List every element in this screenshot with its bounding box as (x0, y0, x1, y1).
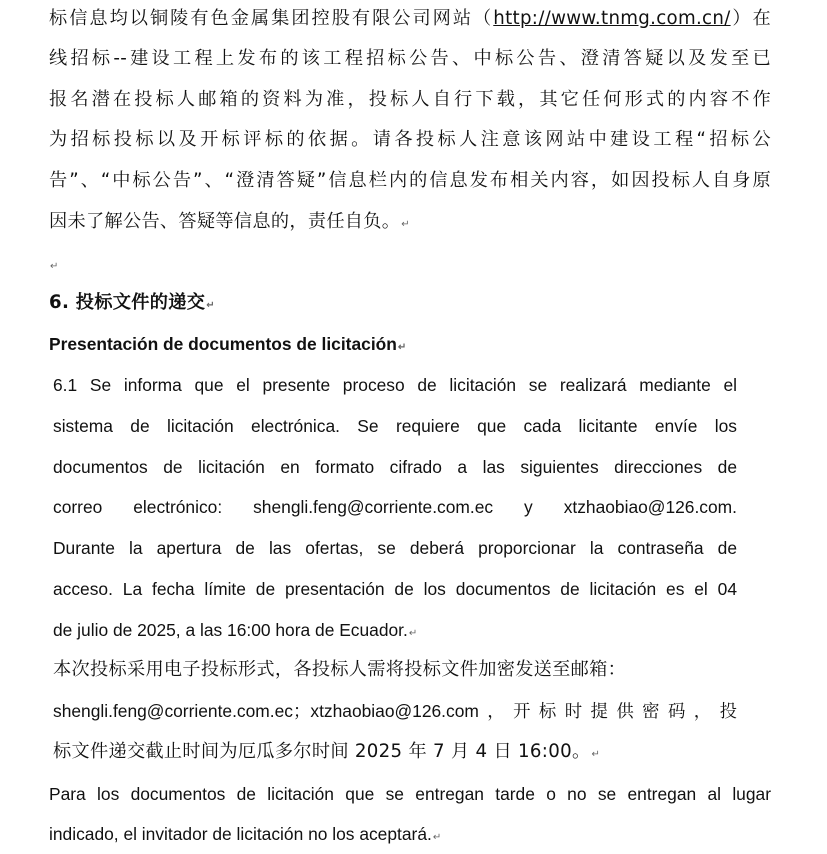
para-es-line-1: 6.1 Se informa que el presente proceso de licitación se realizará mediante el (53, 375, 737, 395)
para1-line-4: 为招标投标以及开标评标的依据。请各投标人注意该网站中建设工程“招标公 (49, 129, 771, 150)
para-cn2-line-1: 本次投标采用电子投标形式，各投标人需将投标文件加密发送至邮箱： (53, 659, 627, 680)
paragraph-mark: ↵ (206, 300, 215, 311)
empty-paragraph (49, 252, 58, 279)
para-es-line-6: acceso. La fecha límite de presentación de los documentos de licitación es el 04 (53, 579, 737, 599)
para-es-line-7: de julio de 2025, a las 16:00 hora de Ecuador.↵ (53, 620, 418, 640)
para-late-line-2: indicado, el invitador de licitación no los aceptará.↵ (49, 824, 442, 844)
paragraph-mark: ↵ (432, 832, 442, 843)
para-es-line-2: sistema de licitación electrónica. Se requiere que cada licitante envíe los (53, 416, 737, 436)
paragraph-mark: ↵ (397, 342, 407, 353)
paragraph-mark: ↵ (50, 261, 59, 272)
para-es-line-3: documentos de licitación en formato cifrado a las siguientes direcciones de (53, 457, 737, 477)
para-es-line-4: correo electrónico: shengli.feng@corriente.com.ec y xtzhaobiao@126.com. (53, 497, 737, 517)
tnmg-website-link[interactable]: http://www.tnmg.com.cn/ (493, 8, 731, 29)
para1-line-2: 线招标--建设工程上发布的该工程招标公告、中标公告、澄清答疑以及发至已 (49, 48, 771, 69)
para-cn2-line-2: shengli.feng@corriente.com.ec；xtzhaobiao@126.com，开标时提供密码，投 (53, 701, 737, 721)
section-heading-cn: 6. 投标文件的递交↵ (49, 292, 215, 313)
para-cn2-line-3: 标文件递交截止时间为厄瓜多尔时间 2025 年 7 月 4 日 16:00。↵ (53, 741, 601, 762)
paragraph-mark: ↵ (591, 749, 601, 760)
para-es-line-5: Durante la apertura de las ofertas, se deberá proporcionar la contraseña de (53, 538, 737, 558)
para1-line-1: 标信息均以铜陵有色金属集团控股有限公司网站（http://www.tnmg.com.cn/）在 (49, 8, 771, 29)
para1-line-5: 告”、“中标公告”、“澄清答疑”信息栏内的信息发布相关内容，如因投标人自身原 (49, 170, 771, 191)
paragraph-mark: ↵ (408, 628, 418, 639)
para1-line-6: 因未了解公告、答疑等信息的，责任自负。↵ (49, 211, 410, 232)
para1-line-3: 报名潜在投标人邮箱的资料为准，投标人自行下载，其它任何形式的内容不作 (49, 89, 771, 110)
paragraph-mark: ↵ (401, 219, 410, 230)
para-late-line-1: Para los documentos de licitación que se entregan tarde o no se entregan al lugar (49, 784, 771, 804)
section-heading-es: Presentación de documentos de licitación↵ (49, 334, 407, 354)
